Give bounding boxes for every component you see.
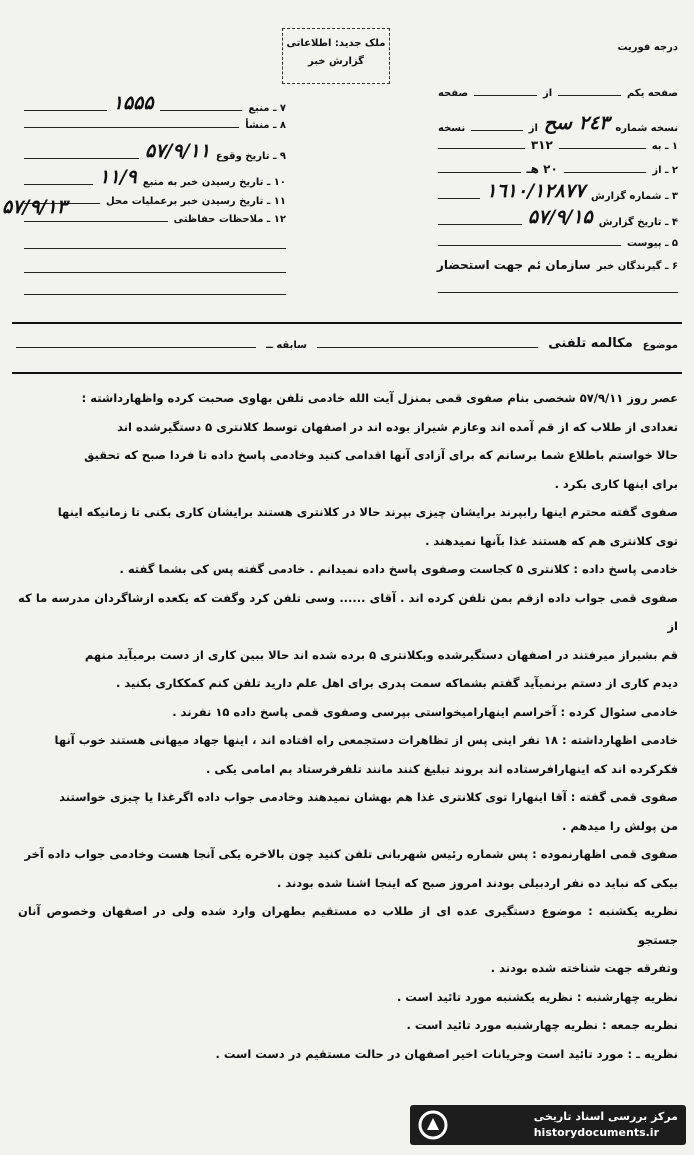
field-recipients: ۶ ـ گیرندگان خبر سازمان ئم جهت استحضار [436, 258, 678, 272]
body-line: عصر روز ۵۷/۹/۱۱ شخصی بنام صفوی قمی بمنزل آیت الله خادمی تلفن بهاوی صحبت کرده واظهارداشته : [81, 391, 678, 405]
body-line: توی کلانتری هم که هستند غذا بآنها نمیدهند . [425, 533, 678, 548]
stamp-line2: گزارش خبر [307, 56, 364, 67]
watermark-site: historydocuments.ir [533, 1126, 659, 1139]
body-line: نظریه ـ : مورد تائید است وجریانات اخیر اصفهان در حالت مستقیم در دست است . [215, 1046, 678, 1061]
body-line: نظریه چهارشنبه : نظریه یکشنبه مورد تائید است . [396, 989, 678, 1004]
archive-logo-icon [418, 1110, 448, 1140]
field-ops-received: ۱۱ ـ تاریخ رسیدن خبر برعملیات محل [24, 196, 286, 207]
body-line: حالا خواستم باطلاع شما برسانم که برای آزادی آنها اقدامی کنید وخادمی پاسخ داده تا فردا صبح که تحقیق [84, 448, 678, 462]
body-line: صفوی قمی جواب داده ازقم بمن تلفن کرده اند . آقای ...... وسی تلفن کرد وگفت که یکعده ازشاگردان مدرسه ما که از [18, 590, 678, 633]
subject-row [16, 336, 678, 351]
body-line: صفوی قمی اظهارنموده : پس شماره رئیس شهربانی تلفن کنید چون بالاخره یکی آنجا هست وخادمی جواب داده آخر [24, 847, 678, 861]
body-line: خادمی سئوال کرده : آخراسم اینهارامیخواستی بپرسی وصفوی قمی پاسخ داده ۱۵ نفرند . [172, 704, 678, 719]
report-body [18, 384, 678, 1068]
body-line: خادمی پاسخ داده : کلانتری ۵ کجاست وصفوی پاسخ داده نمیدانم . خادمی گفته پس کی بشما گفته . [119, 562, 678, 576]
body-line: صفوی قمی گفته : آقا اینهارا توی کلانتری غذا هم بهشان نمیدهند وخادمی جواب داده اگرغذا یا چیزی خواستند [59, 790, 678, 804]
subject-label: موضوع [642, 340, 678, 351]
field-to: ۱ ـ به ۳۱۲ [438, 138, 678, 152]
body-line: بیکی که نباید ده نفر اردبیلی بودند امروز صبح که اینجا اشنا شده بودند . [276, 875, 678, 890]
body-line: صفوی گفته محترم اینها رابپرند برایشان چیزی بپرند حالا در کلانتری هستند برایشان کاری بکنی تا زمانیکه اینها [57, 505, 678, 519]
handwritten-side-date: ۵۷/۹/۱۳ [2, 196, 67, 218]
subject-side: سابقه ــ [266, 340, 307, 351]
body-line: برای اینها کاری بکرد . [554, 476, 678, 491]
field-source-received: ۱۰ ـ تاریخ رسیدن خبر به منبع ۱۱/۹ [24, 166, 286, 188]
field-report-number: ۳ ـ شماره گزارش ١٦١٠/١٢٨٧٧ [438, 180, 678, 202]
field-occurrence-date: ۹ ـ تاریخ وقوع ۵۷/۹/۱۱ [24, 140, 286, 162]
body-line: خادمی اظهارداشته : ۱۸ نفر اینی پس از تظاهرات دستجمعی راه افتاده اند ، اینها جهاد میهانی هستند خوب آنها [54, 733, 678, 747]
subject-value: مکالمه تلفنی [548, 336, 633, 351]
field-from: ۲ ـ از ۲۰ هـ [438, 162, 678, 176]
watermark-title: مرکز بررسی اسناد تاریخی [533, 1110, 678, 1123]
body-line: قم بشیراز میرفتند در اصفهان دستگیرشده وبکلانتری ۵ برده شده اند حالا ببین کاری از دست برمیآید منهم [84, 647, 678, 662]
history-documents-watermark [410, 1105, 686, 1145]
subject-divider [12, 372, 682, 374]
field-attachment: ۵ ـ پیوست [438, 238, 678, 249]
urgency-degree-label: درجه فوریت [617, 42, 678, 53]
classification-stamp [282, 28, 390, 84]
field-page: صفحه یکم از صفحه [437, 88, 678, 99]
body-line: وتفرقه جهت شناخته شده بودند . [490, 961, 678, 975]
field-report-date: ۴ ـ تاریخ گزارش ۵۷/۹/۱۵ [438, 206, 678, 228]
field-security-notes: ۱۲ ـ ملاحظات حفاظتی [24, 214, 286, 225]
body-line: فکرکرده اند که اینهارافرستاده اند بروند تبلیغ کنند مانند تلفرفرستاد بم امامی یکی . [205, 761, 678, 776]
body-line: نظریه جمعه : نظریه چهارشنبه مورد تائید است . [406, 1018, 678, 1032]
body-line: من پولش را میدهم . [562, 818, 678, 833]
body-line: نظریه یکشنبه : موضوع دستگیری عده ای از طلاب ده مستقیم بطهران وارد شده ولی در اصفهان وخصوص آنان جستجو [18, 904, 678, 947]
stamp-line1: ملک جدید: اطلاعاتی [286, 38, 386, 49]
body-line: دیدم کاری از دستم برنمیآید گفتم بشماکه سمت پدری برای اهل علم دارید تلفن کنم کمککاری بکنید . [115, 676, 678, 690]
body-line: تعدادی از طلاب که از قم آمده اند وعازم شیراز بوده اند در اصفهان توسط کلانتری ۵ دستگیرشده اند [117, 419, 678, 434]
field-origin: ۸ ـ منشأ [24, 120, 286, 131]
header-divider [12, 322, 682, 324]
field-source: ۷ ـ منبع ۱۵۵۵ [24, 92, 286, 114]
field-copy-number: نسخه شماره ٢٤٣ سح از نسخه [438, 112, 678, 134]
